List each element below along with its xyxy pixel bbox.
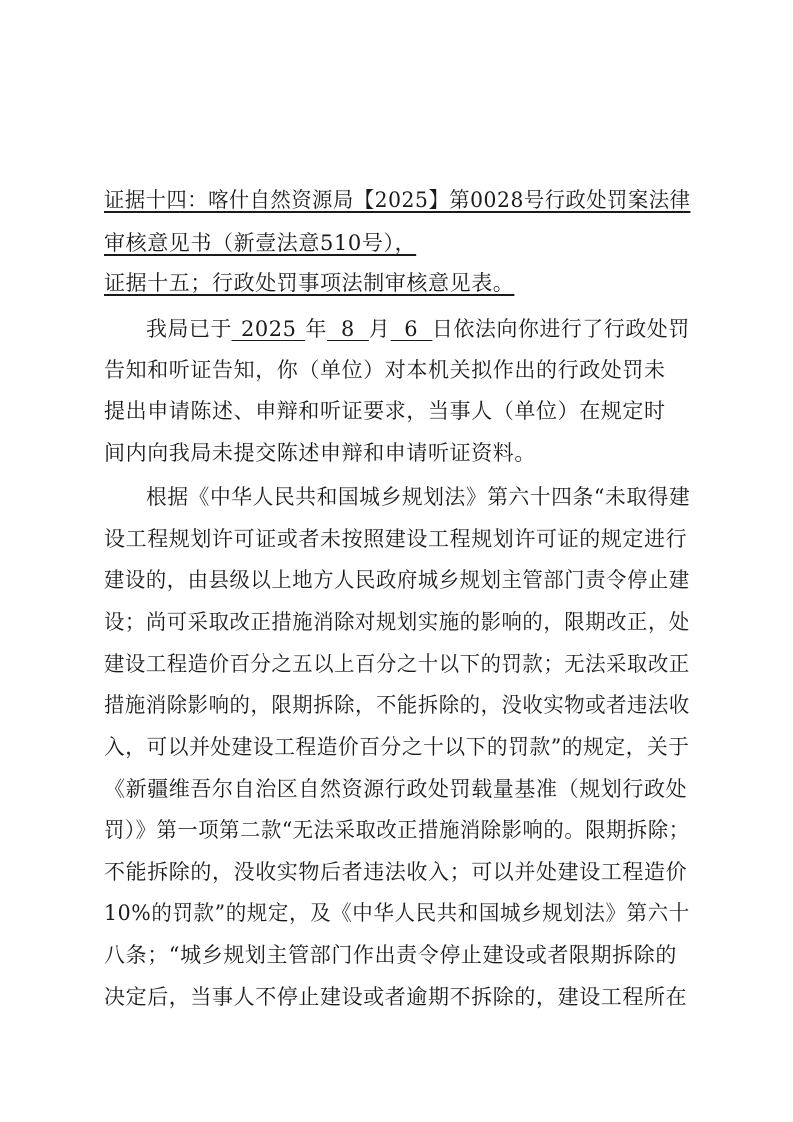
basis-line: 罚）》第一项第二款“无法采取改正措施消除影响的。限期拆除； (104, 818, 690, 842)
basis-line: 建设工程造价百分之五以上百分之十以下的罚款；无法采取改正 (104, 652, 690, 676)
basis-line: 《新疆维吾尔自治区自然资源行政处罚载量基准（规划行政处 (104, 777, 688, 801)
basis-line: 10%的罚款”的规定，及《中华人民共和国城乡规划法》第六十 (104, 901, 690, 925)
notice-prefix: 我局已于 (146, 317, 232, 341)
evidence-14-line-2: 审核意见书（新壹法意510号）， (104, 231, 417, 255)
basis-line: 设工程规划许可证或者未按照建设工程规划许可证的规定进行 (104, 527, 688, 551)
evidence-14-line-1: 证据十四：喀什自然资源局【2025】第0028号行政处罚案法律 (104, 188, 691, 212)
evidence-15-line: 证据十五；行政处罚事项法制审核意见表。 (104, 271, 515, 295)
basis-line: 不能拆除的，没收实物后者违法收入；可以并处建设工程造价 (104, 860, 688, 884)
basis-line: 八条；“城乡规划主管部门作出责令停止建设或者限期拆除的 (104, 943, 677, 967)
notice-suffix: 日依法向你进行了行政处罚 (432, 317, 690, 341)
notice-line-3: 提出申请陈述、申辩和听证要求，当事人（单位）在规定时 (104, 399, 666, 423)
notice-day: 6 (390, 318, 432, 341)
basis-line: 根据《中华人民共和国城乡规划法》第六十四条“未取得建 (146, 485, 691, 509)
notice-year-unit: 年 (305, 317, 328, 341)
notice-line-2: 告知和听证告知，你（单位）对本机关拟作出的行政处罚未 (104, 358, 666, 382)
notice-month: 8 (327, 318, 369, 341)
notice-month-unit: 月 (368, 317, 391, 341)
notice-year: 2025 (232, 318, 306, 341)
basis-line: 决定后，当事人不停止建设或者逾期不拆除的，建设工程所在 (104, 985, 688, 1009)
basis-line: 入，可以并处建设工程造价百分之十以下的罚款”的规定，关于 (104, 735, 690, 759)
basis-line: 设；尚可采取改正措施消除对规划实施的影响的，限期改正，处 (104, 610, 690, 634)
basis-line: 建设的，由县级以上地方人民政府城乡规划主管部门责令停止建 (104, 568, 690, 592)
notice-line-4: 间内向我局未提交陈述申辩和申请听证资料。 (104, 441, 536, 465)
notice-line-1 (146, 316, 690, 342)
basis-line: 措施消除影响的，限期拆除，不能拆除的，没收实物或者违法收 (104, 693, 690, 717)
